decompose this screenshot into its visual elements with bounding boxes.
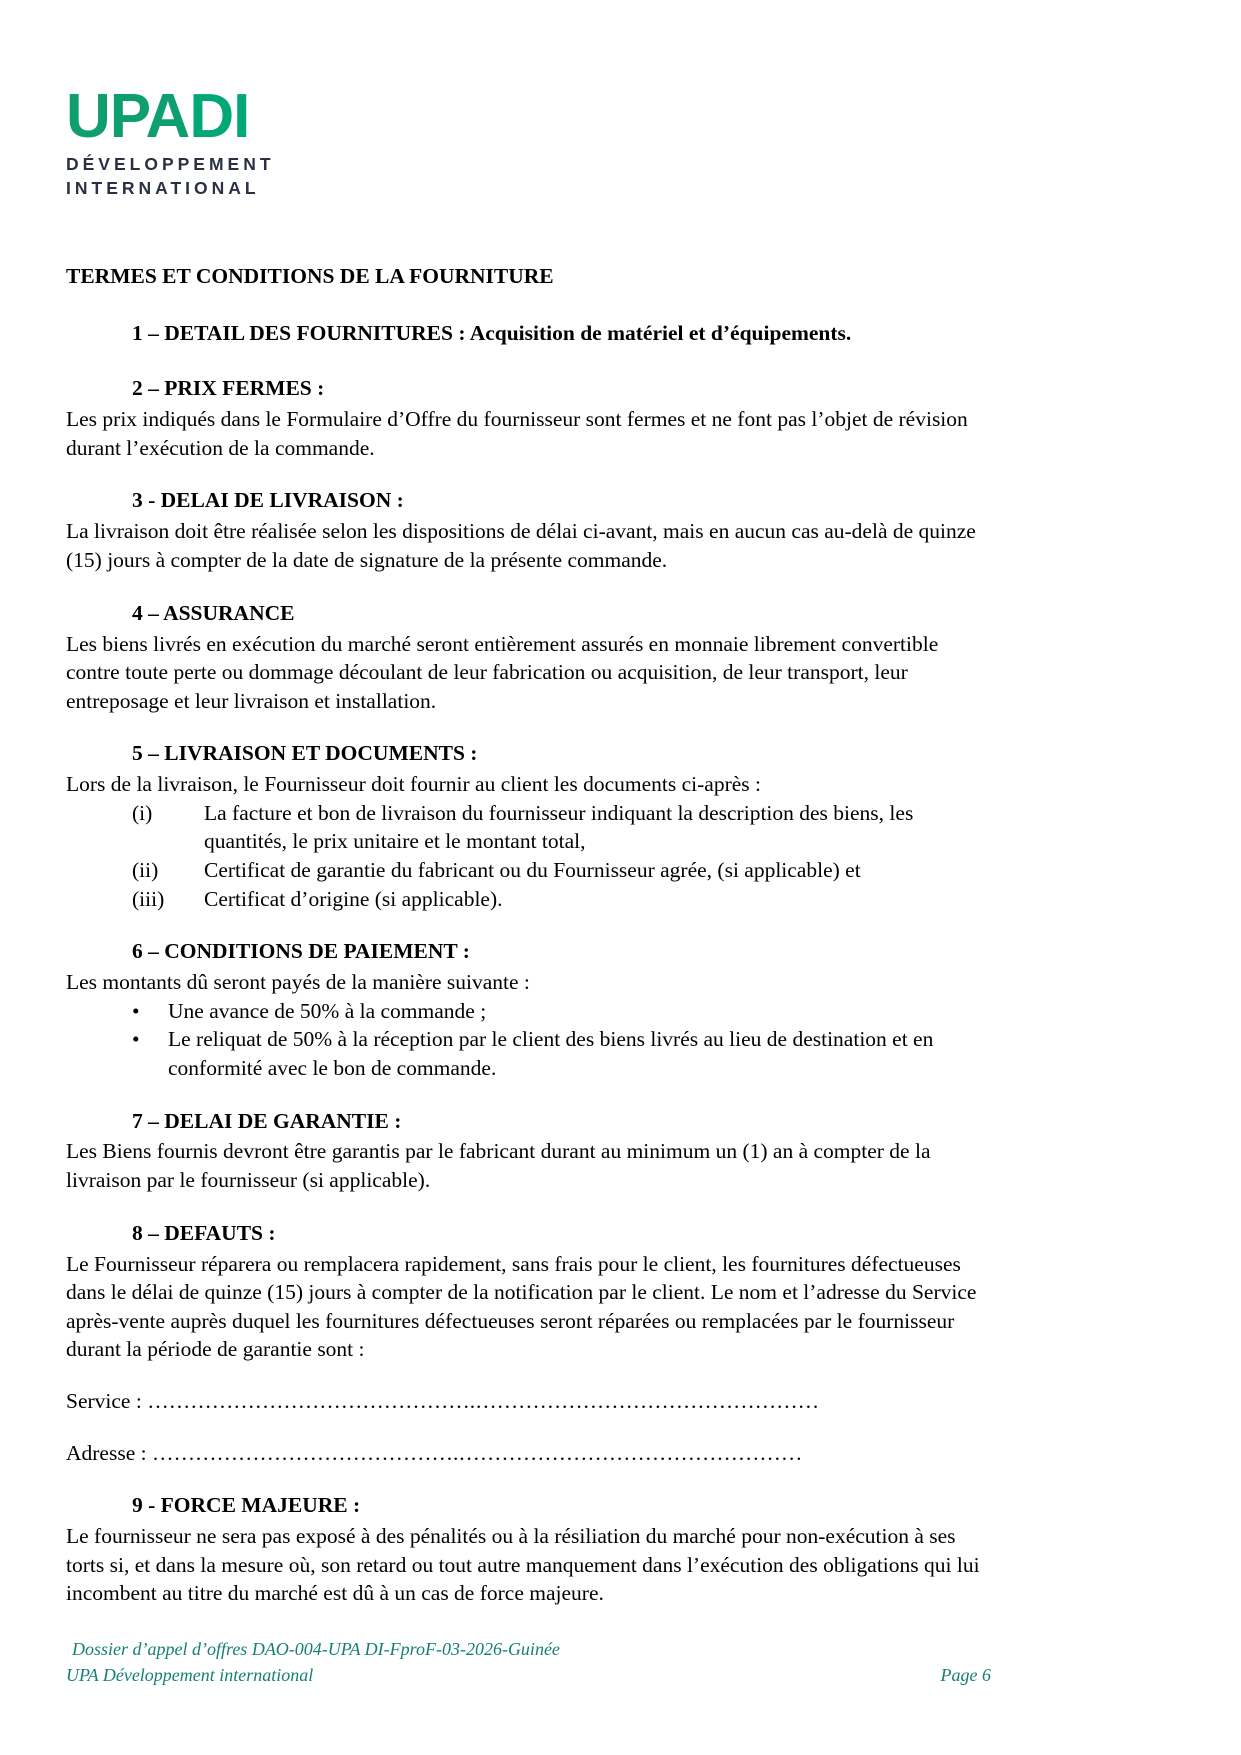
spacer [66,913,991,938]
spacer [66,462,991,487]
section-6-payment-bullets [66,997,991,1083]
section-2-prix-fermes [66,375,991,462]
section-8-heading: 8 – DEFAUTS : [132,1220,276,1245]
list-item [66,885,991,914]
list-item-marker: (iii) [132,886,165,911]
section-5-heading: 5 – LIVRAISON ET DOCUMENTS : [132,741,478,766]
section-3-delai-de-livraison [66,487,991,574]
list-item-label: Le reliquat de 50% à la réception par le client des biens livrés au lieu de destination et en conformité avec le bon de commande. [168,1027,934,1080]
adresse-field[interactable]: Adresse : …………………………………….………………………………………… [66,1440,803,1465]
spacer [66,350,991,375]
section-4-assurance [66,600,991,716]
spacer [66,1364,991,1387]
list-item-label: Certificat d’origine (si applicable). [204,886,503,911]
spacer [66,715,991,740]
page-footer [66,1636,991,1688]
spacer [66,1083,991,1108]
section-2-heading: 2 – PRIX FERMES : [132,376,325,401]
list-item-marker: (ii) [132,858,159,882]
list-item-marker: (i) [132,800,153,825]
service-field[interactable]: Service : ……………………………………….………………………………………… [66,1388,820,1413]
section-9-heading: 9 - FORCE MAJEURE : [132,1493,361,1518]
spacer [66,1416,991,1439]
logo-wordmark [66,82,366,151]
bullet-icon: • [132,998,140,1023]
spacer [66,1467,991,1492]
section-5-livraison-et-documents [66,740,991,913]
section-7-delai-de-garantie [66,1108,991,1195]
page-title: TERMES ET CONDITIONS DE LA FOURNITURE [66,264,554,288]
section-8-body: Le Fournisseur réparera ou remplacera rapidement, sans frais pour le client, les fournitures défectueuses dans le délai de quinze (15) jours à compter de la notification par le client. Le nom et l’adresse du Service après-vente auprès duquel les fournitures défectueuses seront réparées ou remplacées par le fournisseur durant la période de garantie sont : [66,1251,977,1362]
upadi-logo [66,82,366,199]
logo-subtitle-line1: DÉVELOPPEMENT [66,153,275,174]
section-7-heading: 7 – DELAI DE GARANTIE : [132,1108,402,1133]
section-2-body: Les prix indiqués dans le Formulaire d’Offre du fournisseur sont fermes et ne font pas l’objet de révision durant l’exécution de la commande. [66,407,968,460]
section-5-body: Lors de la livraison, le Fournisseur doit fournir au client les documents ci-après : [66,772,761,797]
section-6-conditions-de-paiement [66,938,991,1082]
section-1-heading: 1 – DETAIL DES FOURNITURES : Acquisition de matériel et d’équipements. [132,321,852,346]
section-6-heading: 6 – CONDITIONS DE PAIEMENT : [132,939,470,964]
section-4-heading: 4 – ASSURANCE [132,600,295,625]
footer-row [66,1662,991,1688]
footer-page-number: Page 6 [940,1665,991,1686]
logo-wordmark-di: DI [189,82,250,151]
list-item [66,856,991,885]
section-8-defauts [66,1220,991,1468]
section-6-body: Les montants dû seront payés de la manière suivante : [66,970,530,995]
section-4-body: Les biens livrés en exécution du marché seront entièrement assurés en monnaie librement convertible contre toute perte ou dommage découlant de leur fabrication ou acquisition, de leur transport, leur entreposage et leur livraison et installation. [66,631,939,713]
logo-subtitle-line2: INTERNATIONAL [66,177,260,198]
bullet-icon: • [132,1027,140,1052]
section-1-detail-des-fournitures [66,320,991,348]
spacer [66,575,991,600]
section-7-body: Les Biens fournis devront être garantis par le fabricant durant au minimum un (1) an à compter de la livraison par le fournisseur (si applicable). [66,1139,931,1193]
section-9-force-majeure [66,1492,991,1608]
list-item [66,997,991,1026]
list-item-label: Certificat de garantie du fabricant ou du Fournisseur agrée, (si applicable) et [204,858,861,882]
footer-organisation: UPA Développement international [66,1665,314,1686]
section-3-body: La livraison doit être réalisée selon les dispositions de délai ci-avant, mais en aucun cas au-delà de quinze (15) jours à compter de la date de signature de la présente commande. [66,519,976,572]
document-body [66,262,991,1608]
section-5-document-list [66,799,991,913]
footer-reference: Dossier d’appel d’offres DAO-004-UPA DI-FproF-03-2026-Guinée [72,1639,560,1659]
section-3-heading: 3 - DELAI DE LIVRAISON : [132,488,404,513]
list-item [66,799,991,856]
spacer [66,1195,991,1220]
list-item-label: Une avance de 50% à la commande ; [168,998,487,1023]
list-item [66,1025,991,1082]
section-9-body: Le fournisseur ne sera pas exposé à des pénalités ou à la résiliation du marché pour non-exécution à ses torts si, et dans la mesure où, son retard ou tout autre manquement dans l’exécution des obligations qui lui incombent au titre du marché est dû à un cas de force majeure. [66,1524,980,1606]
list-item-label: La facture et bon de livraison du fournisseur indiquant la description des biens, les quantités, le prix unitaire et le montant total, [204,800,914,854]
logo-wordmark-upa: UPA [66,82,190,151]
